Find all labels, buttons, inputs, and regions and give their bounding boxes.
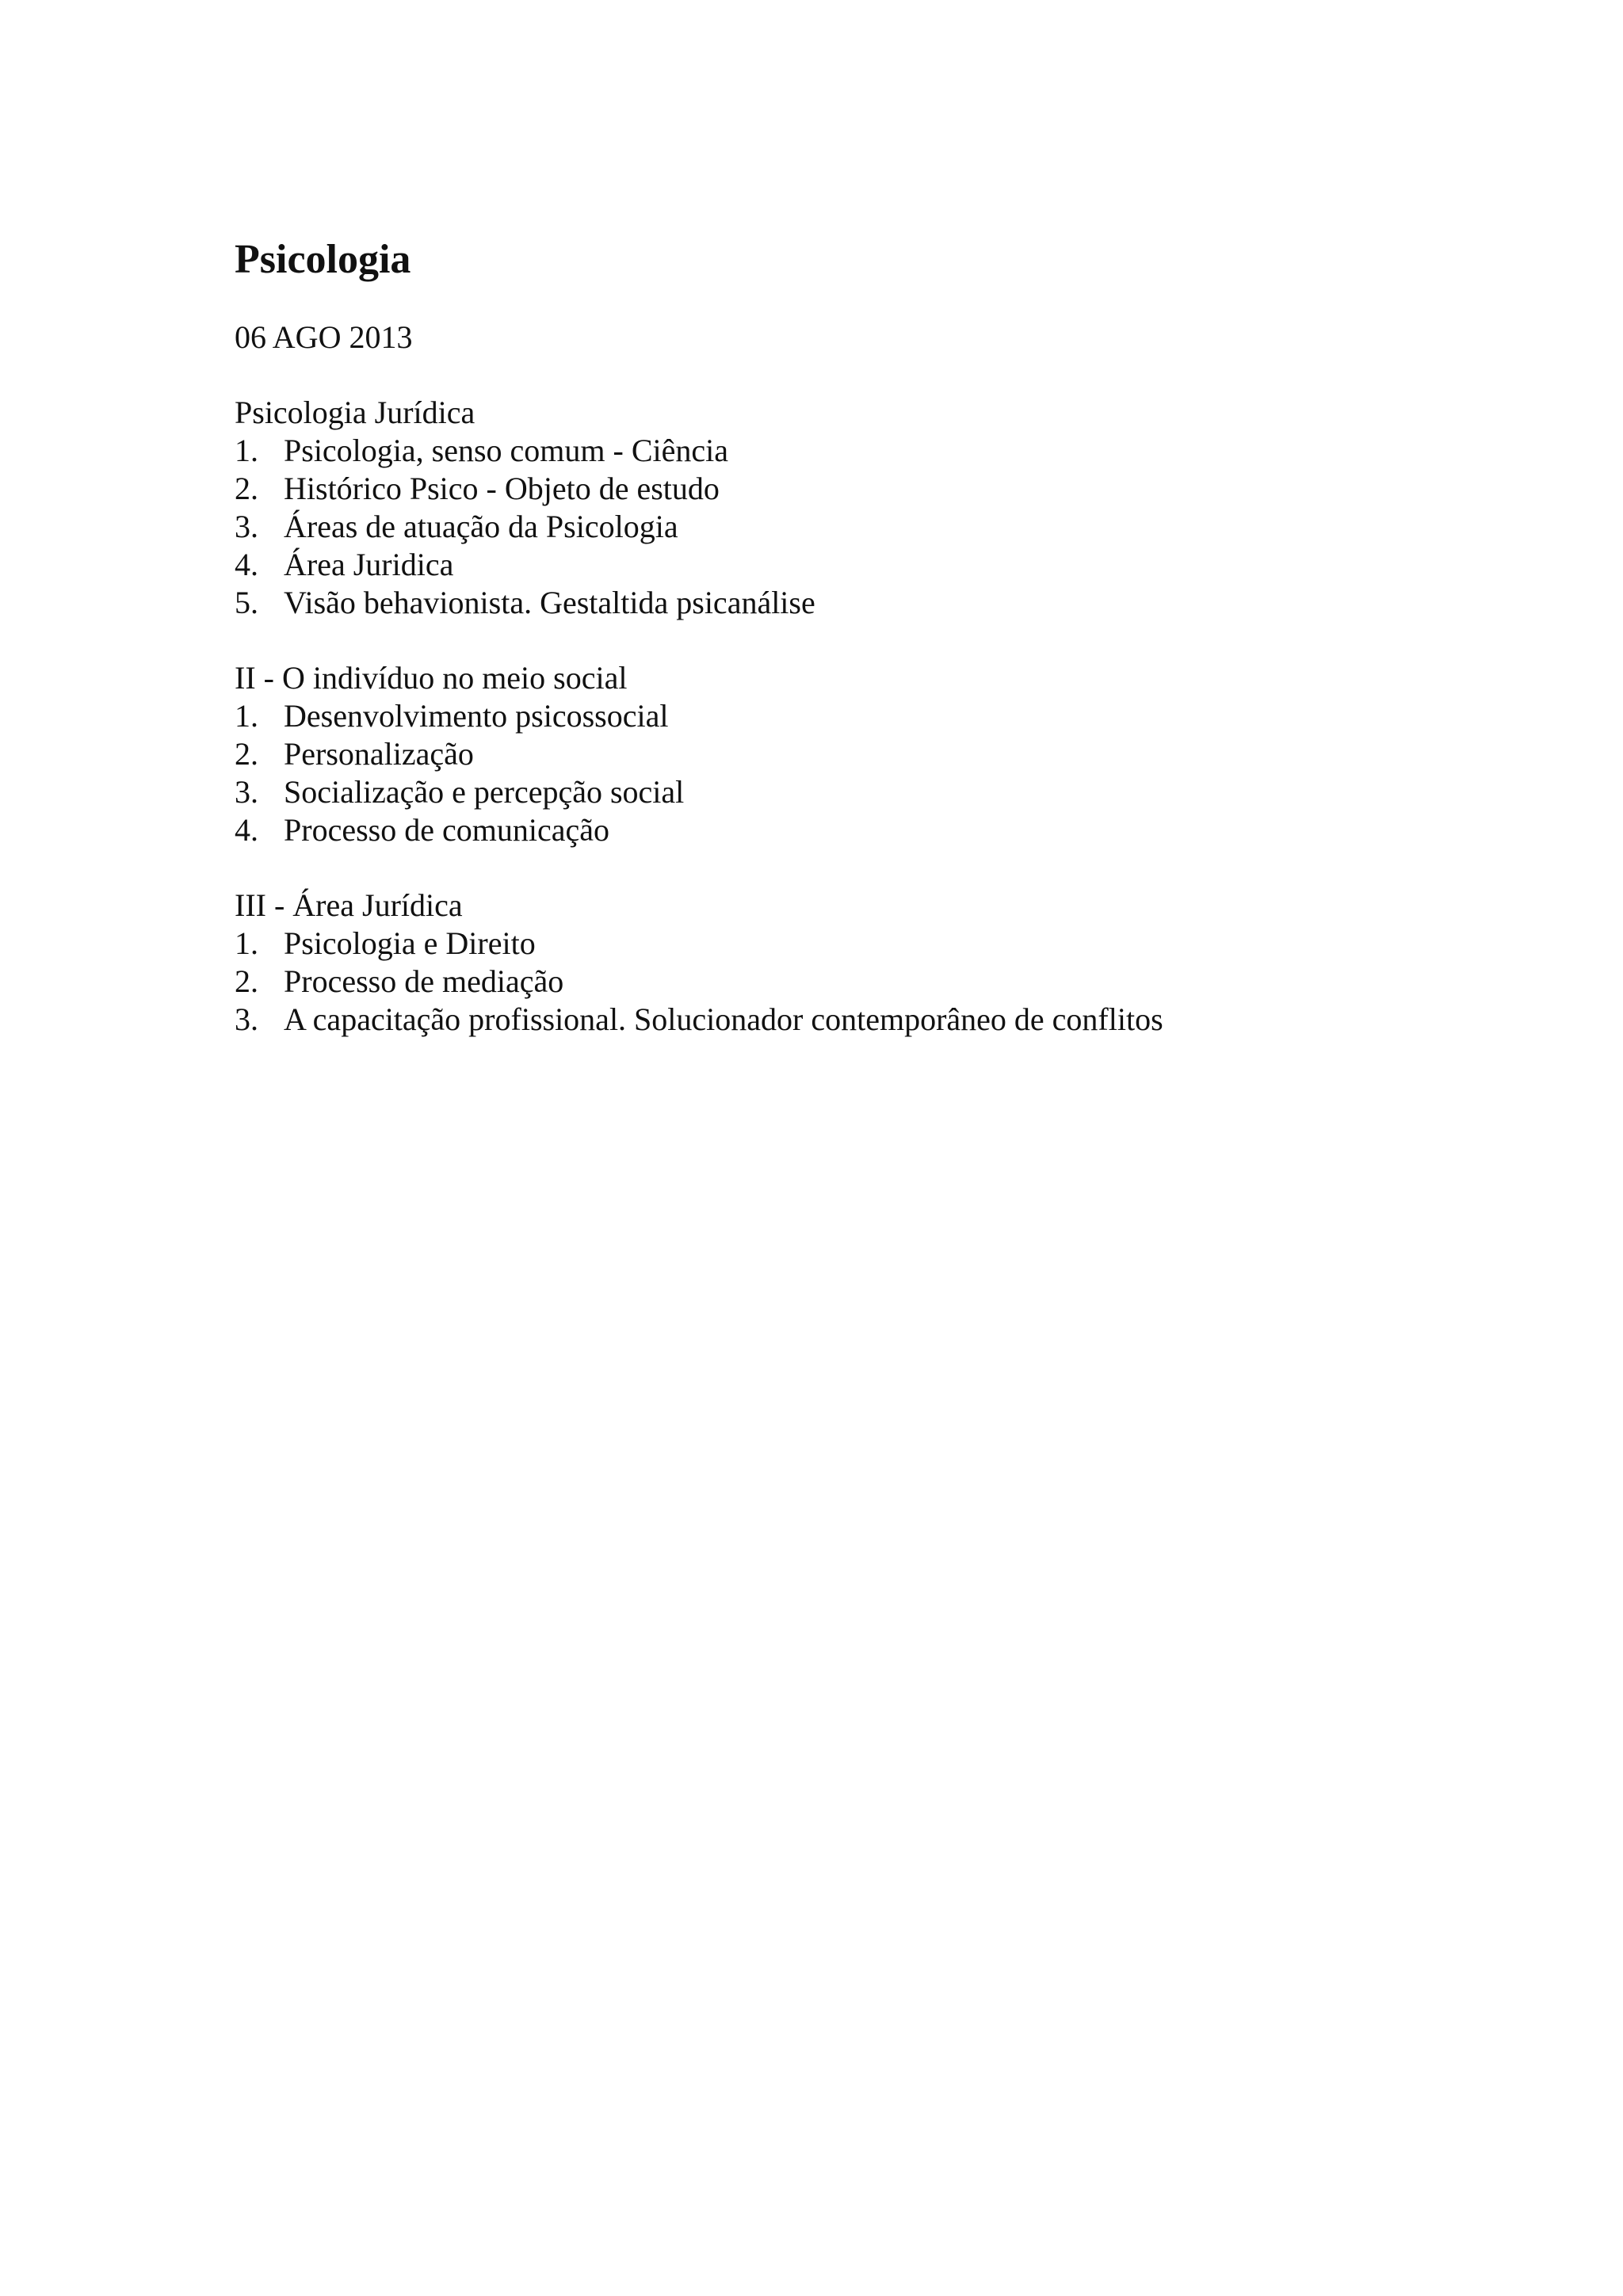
section-area-juridica bbox=[235, 887, 1423, 1039]
item-number: 1. bbox=[235, 925, 258, 961]
list-item bbox=[235, 773, 1423, 811]
list-item bbox=[235, 811, 1423, 849]
list-item bbox=[235, 470, 1423, 508]
item-number: 4. bbox=[235, 547, 258, 582]
item-text: Socialização e percepção social bbox=[284, 774, 685, 810]
list-item bbox=[235, 697, 1423, 735]
list-item bbox=[235, 584, 1423, 622]
list-item bbox=[235, 432, 1423, 470]
item-text: Desenvolvimento psicossocial bbox=[284, 698, 669, 734]
item-number: 1. bbox=[235, 433, 258, 468]
item-text: A capacitação profissional. Solucionador contemporâneo de conflitos bbox=[284, 1001, 1163, 1037]
item-number: 2. bbox=[235, 963, 258, 999]
item-text: Psicologia, senso comum - Ciência bbox=[284, 433, 729, 468]
item-text: Processo de comunicação bbox=[284, 812, 609, 848]
list-item bbox=[235, 508, 1423, 546]
section-heading: III - Área Jurídica bbox=[235, 887, 463, 923]
item-text: Histórico Psico - Objeto de estudo bbox=[284, 471, 720, 506]
item-text: Psicologia e Direito bbox=[284, 925, 536, 961]
item-list bbox=[235, 432, 1423, 622]
section-heading: II - O indivíduo no meio social bbox=[235, 660, 628, 696]
item-number: 3. bbox=[235, 774, 258, 810]
list-item bbox=[235, 546, 1423, 584]
section-psicologia-juridica bbox=[235, 394, 1423, 622]
item-number: 4. bbox=[235, 812, 258, 848]
section-heading: Psicologia Jurídica bbox=[235, 395, 475, 430]
list-item bbox=[235, 963, 1423, 1001]
item-text: Área Juridica bbox=[284, 547, 454, 582]
list-item bbox=[235, 735, 1423, 773]
item-number: 5. bbox=[235, 585, 258, 620]
item-number: 2. bbox=[235, 736, 258, 772]
item-text: Processo de mediação bbox=[284, 963, 564, 999]
document-date: 06 AGO 2013 bbox=[235, 319, 413, 355]
item-text: Visão behavionista. Gestaltida psicanálise bbox=[284, 585, 815, 620]
item-list bbox=[235, 697, 1423, 849]
item-text: Áreas de atuação da Psicologia bbox=[284, 509, 678, 544]
item-number: 3. bbox=[235, 509, 258, 544]
document-title: Psicologia bbox=[235, 237, 411, 282]
item-number: 2. bbox=[235, 471, 258, 506]
item-text: Personalização bbox=[284, 736, 474, 772]
item-number: 1. bbox=[235, 698, 258, 734]
list-item bbox=[235, 1001, 1423, 1039]
section-individuo-meio-social bbox=[235, 659, 1423, 849]
list-item bbox=[235, 925, 1423, 963]
item-list bbox=[235, 925, 1423, 1039]
document-page bbox=[235, 231, 1423, 1039]
item-number: 3. bbox=[235, 1001, 258, 1037]
